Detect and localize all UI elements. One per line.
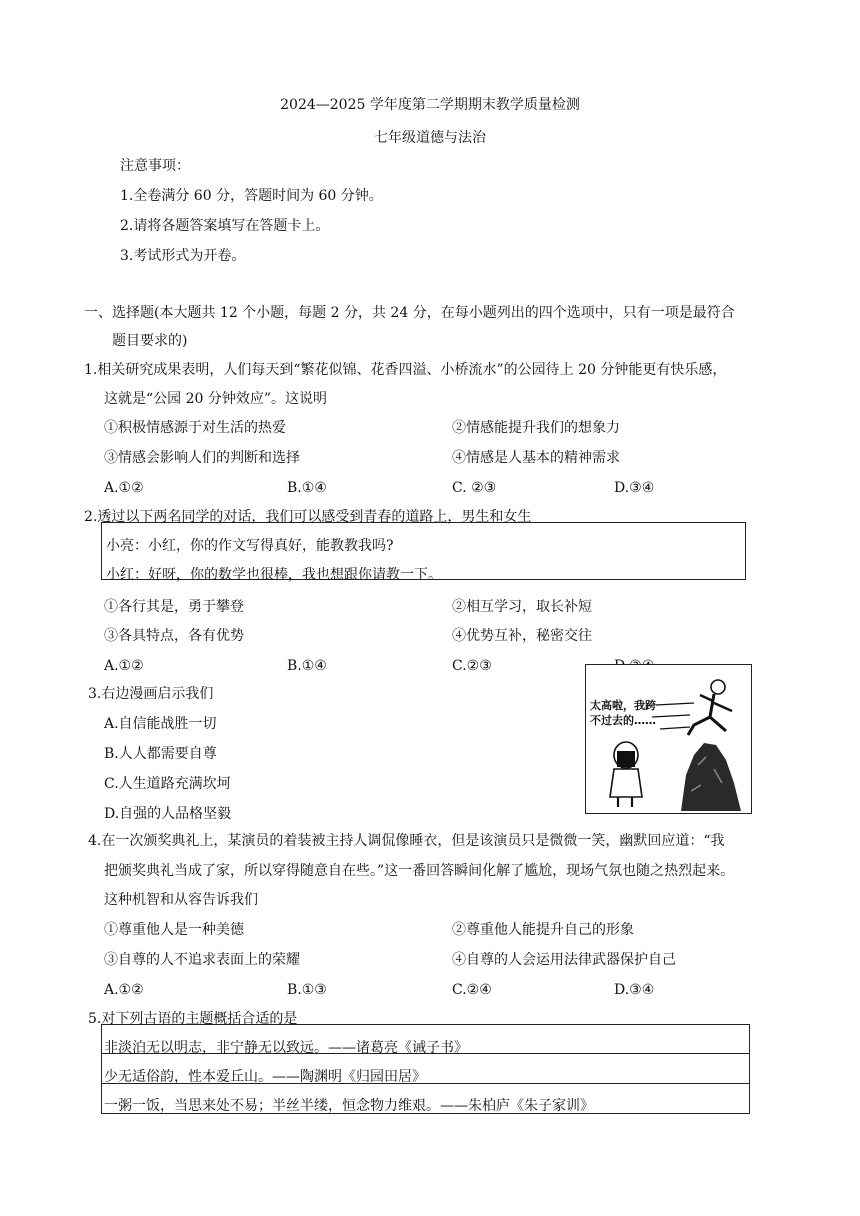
q1-statement: ③情感会影响人们的判断和选择 xyxy=(104,450,300,466)
q1-choice-b: B.①④ xyxy=(287,480,327,496)
q2-statement: ②相互学习，取长补短 xyxy=(452,599,592,615)
note-item: 1.全卷满分 60 分，答题时间为 60 分钟。 xyxy=(120,188,383,204)
exam-subject: 七年级道德与法治 xyxy=(374,130,486,146)
q4-choice-d: D.③④ xyxy=(614,982,655,998)
q1-stem: 1.相关研究成果表明，人们每天到“繁花似锦、花香四溢、小桥流水”的公园待上 20 分钟能更有快乐感， xyxy=(84,362,727,378)
q4-stem-cont: 这种机智和从容告诉我们 xyxy=(104,892,258,908)
section-heading: 一、选择题(本大题共 12 个小题，每题 2 分，共 24 分，在每小题列出的四个选项中，只有一项是最符合 xyxy=(84,305,735,321)
q1-statement: ①积极情感源于对生活的热爱 xyxy=(104,420,286,436)
notes-heading: 注意事项： xyxy=(120,158,190,174)
q5-quote: 一粥一饭，当思来处不易；半丝半缕，恒念物力维艰。——朱柏庐《朱子家训》 xyxy=(104,1098,594,1114)
q3-choice-d: D.自强的人品格坚毅 xyxy=(104,806,232,822)
q1-choice-d: D.③④ xyxy=(614,480,655,496)
note-item: 3.考试形式为开卷。 xyxy=(120,248,246,264)
q1-choice-a: A.①② xyxy=(104,480,144,496)
q2-statement: ④优势互补，秘密交往 xyxy=(452,628,592,644)
q2-stem: 2.透过以下两名同学的对话，我们可以感受到青春的道路上，男生和女生 xyxy=(84,509,532,525)
q2-choice-a: A.①② xyxy=(104,658,144,674)
q4-choice-c: C.②④ xyxy=(452,982,492,998)
q5-quote: 少无适俗韵，性本爱丘山。——陶渊明《归园田居》 xyxy=(104,1069,426,1085)
q4-statement: ①尊重他人是一种美德 xyxy=(104,922,244,938)
q5-quote: 非淡泊无以明志，非宁静无以致远。——诸葛亮《诫子书》 xyxy=(104,1040,468,1056)
q5-stem: 5.对下列古语的主题概括合适的是 xyxy=(88,1011,298,1027)
q1-choice-c: C. ②③ xyxy=(452,480,497,496)
q3-choice-c: C.人生道路充满坎坷 xyxy=(104,776,231,792)
q4-statement: ②尊重他人能提升自己的形象 xyxy=(452,922,634,938)
q4-choice-b: B.①③ xyxy=(287,982,327,998)
q4-stem: 4.在一次颁奖典礼上，某演员的着装被主持人调侃像睡衣，但是该演员只是微微一笑，幽默回应道：“我 xyxy=(88,833,725,849)
q3-stem: 3.右边漫画启示我们 xyxy=(88,686,214,702)
q1-statement: ②情感能提升我们的想象力 xyxy=(452,420,620,436)
q4-choice-a: A.①② xyxy=(104,982,144,998)
q3-choice-b: B.人人都需要自尊 xyxy=(104,746,217,762)
exam-title: 2024—2025 学年度第二学期期末教学质量检测 xyxy=(280,97,580,113)
q1-statement: ④情感是人基本的精神需求 xyxy=(452,450,620,466)
q2-choice-b: B.①④ xyxy=(287,658,327,674)
q3-cartoon xyxy=(585,664,752,814)
q2-choice-c: C.②③ xyxy=(452,658,492,674)
q2-dialog-line: 小亮：小红，你的作文写得真好，能教教我吗? xyxy=(106,538,394,554)
q2-dialog-line: 小红：好呀，你的数学也很棒，我也想跟你请教一下。 xyxy=(106,567,442,583)
cartoon-caption: 太高啦，我跨 xyxy=(590,699,656,712)
q1-stem-cont: 这就是“公园 20 分钟效应”。这说明 xyxy=(104,391,328,407)
section-heading-cont: 题目要求的) xyxy=(112,333,188,349)
q2-statement: ①各行其是，勇于攀登 xyxy=(104,599,244,615)
q2-statement: ③各具特点，各有优势 xyxy=(104,628,244,644)
q4-statement: ③自尊的人不追求表面上的荣耀 xyxy=(104,952,300,968)
cartoon-drawing xyxy=(586,665,751,813)
q4-stem-cont: 把颁奖典礼当成了家，所以穿得随意自在些。”这一番回答瞬间化解了尴尬，现场气氛也随之热烈起来。 xyxy=(104,863,735,879)
q4-statement: ④自尊的人会运用法律武器保护自己 xyxy=(452,952,676,968)
note-item: 2.请将各题答案填写在答题卡上。 xyxy=(120,218,330,234)
q3-choice-a: A.自信能战胜一切 xyxy=(104,716,217,732)
cartoon-caption: 不过去的…… xyxy=(590,714,656,727)
